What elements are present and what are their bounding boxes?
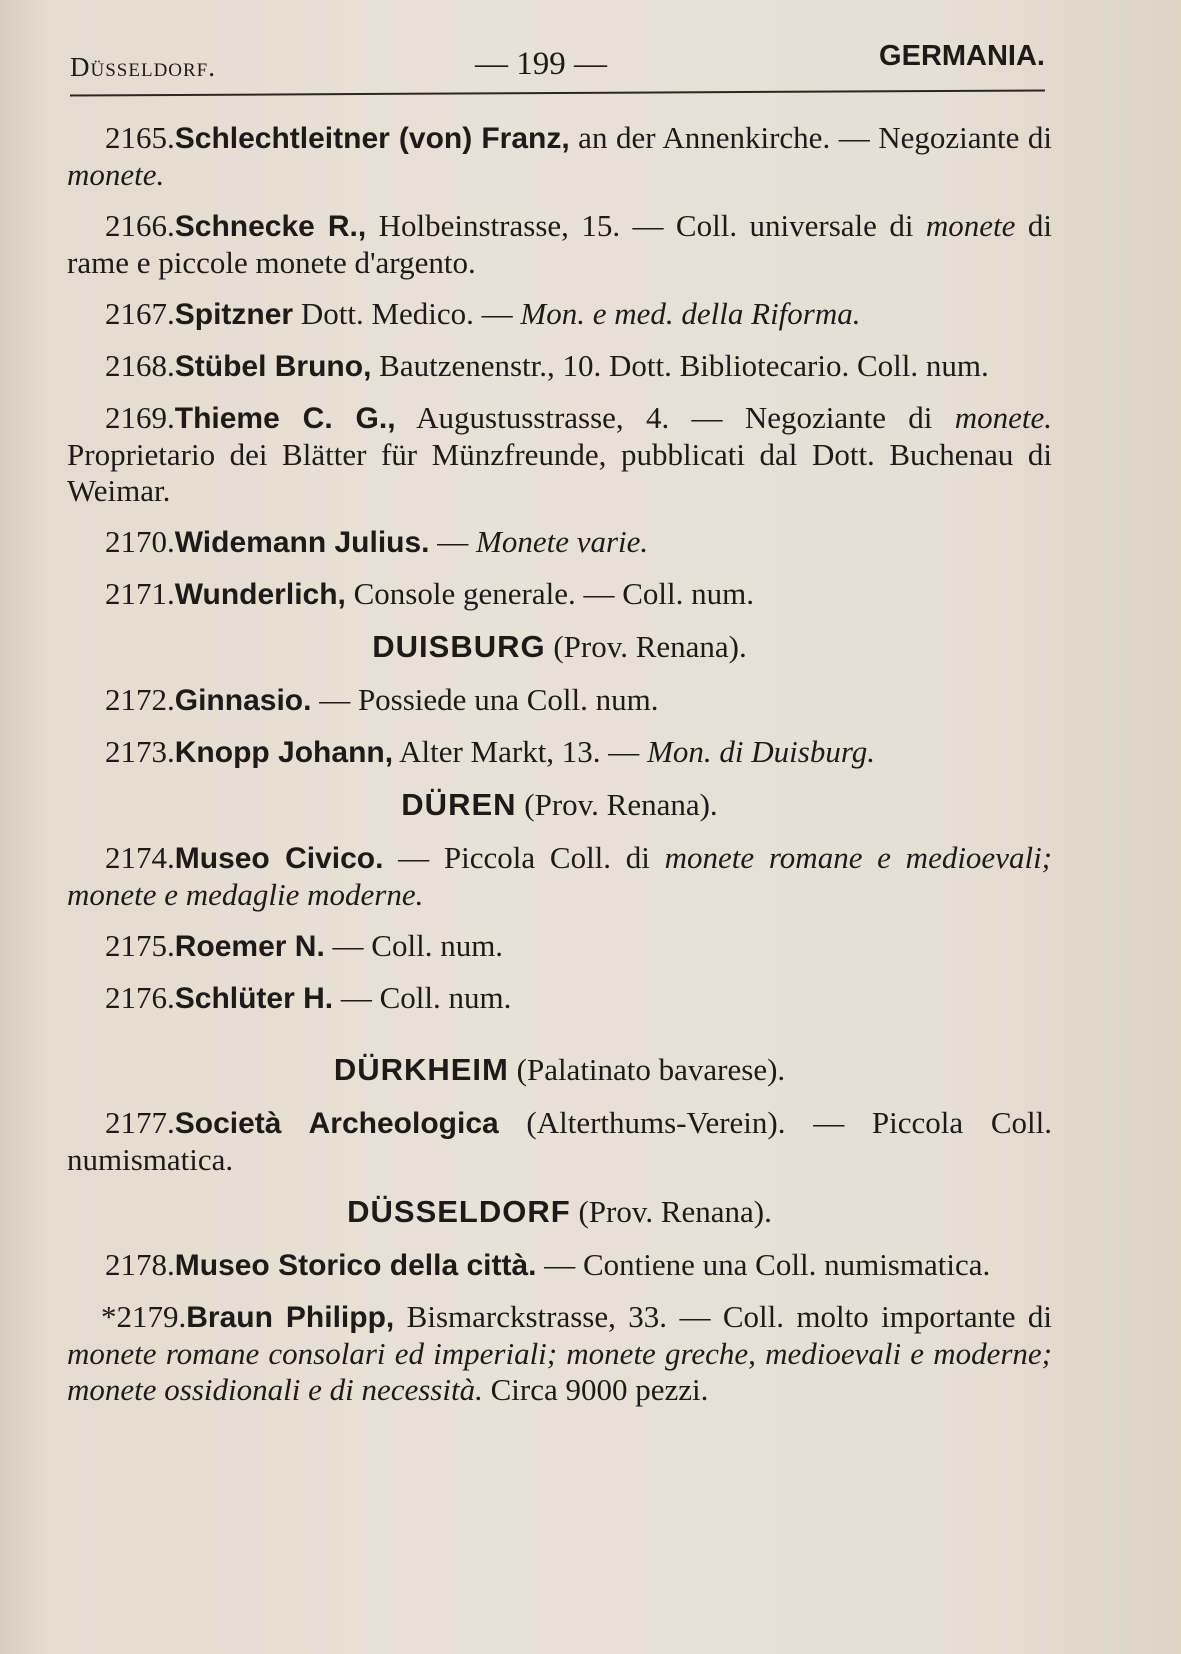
page-body	[67, 120, 1052, 1423]
directory-entry	[67, 120, 1052, 193]
entry-number: 2170.	[105, 524, 175, 559]
section-heading	[67, 1051, 1052, 1089]
directory-entry	[67, 1105, 1052, 1178]
entry-text: Augustusstrasse, 4. — Negoziante di	[395, 400, 955, 435]
directory-entry	[67, 734, 1052, 771]
section-place: DÜRKHEIM	[333, 1052, 509, 1087]
entry-italic-text: monete romane e medioevali; monete e medaglie moderne.	[67, 840, 1053, 912]
entry-number: 2166.	[105, 208, 175, 243]
directory-entry	[67, 524, 1052, 561]
entry-name: Widemann Julius.	[174, 526, 430, 559]
entry-name: Stübel Bruno,	[174, 350, 372, 383]
entry-tail-text: Circa 9000 pezzi.	[482, 1372, 709, 1407]
entry-number: 2174.	[105, 840, 175, 875]
entry-name: Braun Philipp,	[186, 1301, 395, 1334]
entry-number: 2167.	[105, 296, 175, 331]
entry-text: Bismarckstrasse, 33. — Coll. molto importante di	[394, 1299, 1052, 1334]
header-rule	[70, 89, 1045, 96]
entry-text: Console generale. — Coll. num.	[345, 576, 754, 611]
entry-italic-text: monete	[925, 208, 1016, 243]
directory-entry	[67, 1247, 1052, 1284]
directory-entry	[67, 682, 1052, 719]
section-heading	[67, 628, 1052, 666]
entry-italic-text: Mon. e med. della Riforma.	[520, 296, 861, 331]
entry-number: *2179.	[101, 1299, 187, 1334]
entry-text: Alter Markt, 13. —	[393, 734, 648, 769]
section-heading	[67, 786, 1052, 824]
entry-text: — Contiene una Coll. numismatica.	[536, 1247, 991, 1282]
entry-text: —	[429, 524, 477, 559]
directory-entry	[67, 348, 1052, 385]
entry-number: 2172.	[105, 682, 175, 717]
entry-text: — Coll. num.	[324, 928, 504, 963]
entry-number: 2165.	[105, 120, 175, 155]
section-place: DUISBURG	[372, 629, 546, 664]
entry-text: — Possiede una Coll. num.	[311, 682, 659, 717]
entry-number: 2178.	[105, 1247, 175, 1282]
entry-number: 2171.	[105, 576, 175, 611]
entry-text: — Piccola Coll. di	[383, 840, 665, 875]
directory-entry	[67, 208, 1052, 281]
page-header	[70, 38, 1045, 88]
entry-tail-text: di rame e piccole monete d'argento.	[67, 208, 1052, 280]
directory-entry	[67, 840, 1052, 913]
running-head-left: Düsseldorf.	[70, 52, 216, 82]
section-place: DÜSSELDORF	[347, 1194, 571, 1229]
section-region: (Prov. Renana).	[545, 629, 747, 664]
entry-number: 2173.	[105, 734, 175, 769]
entry-text: Dott. Medico. —	[293, 296, 521, 331]
directory-entry	[67, 928, 1052, 965]
directory-entry	[67, 1299, 1052, 1408]
directory-entry	[67, 576, 1052, 613]
entry-name: Museo Civico.	[174, 842, 384, 875]
running-head-right: GERMANIA.	[879, 40, 1045, 72]
entry-number: 2168.	[105, 348, 175, 383]
entry-text: Holbeinstrasse, 15. — Coll. universale di	[366, 208, 926, 243]
entry-text: — Coll. num.	[333, 980, 512, 1015]
directory-entry	[67, 296, 1052, 333]
directory-entry	[67, 980, 1052, 1017]
entry-italic-text: Mon. di Duisburg.	[647, 734, 875, 769]
section-region: (Prov. Renana).	[570, 1194, 772, 1229]
entry-name: Schlechtleitner (von) Franz,	[174, 122, 570, 155]
entry-italic-text: monete.	[67, 157, 165, 192]
section-place: DÜREN	[401, 787, 517, 822]
entry-name: Knopp Johann,	[174, 736, 394, 769]
section-region: (Prov. Renana).	[516, 787, 718, 822]
entry-number: 2175.	[105, 928, 175, 963]
entry-italic-text: monete.	[954, 400, 1052, 435]
entry-name: Società Archeologica	[174, 1107, 499, 1140]
directory-entry	[67, 400, 1052, 509]
page-number: — 199 —	[475, 46, 607, 82]
entry-name: Wunderlich,	[174, 578, 346, 611]
entry-tail-text: Proprietario dei Blätter für Münzfreunde, pubblicati dal Dott. Buchenau di Weimar.	[67, 437, 1052, 508]
entry-name: Schnecke R.,	[174, 210, 367, 243]
entry-name: Thieme C. G.,	[174, 402, 396, 435]
entry-name: Schlüter H.	[174, 982, 334, 1015]
entry-number: 2177.	[105, 1105, 175, 1140]
entry-name: Museo Storico della città.	[174, 1249, 537, 1282]
entry-name: Roemer N.	[174, 930, 325, 963]
entry-text: (Alterthums-Verein). — Piccola Coll. numismatica.	[67, 1105, 1052, 1177]
entry-text: an der Annenkirche. — Negoziante di	[569, 120, 1052, 155]
section-region: (Palatinato bavarese).	[508, 1052, 786, 1087]
entry-name: Ginnasio.	[174, 684, 312, 717]
entry-italic-text: monete romane consolari ed imperiali; monete greche, medioevali e moderne; monete ossidionali e di necessità.	[67, 1336, 1052, 1407]
section-heading	[67, 1193, 1052, 1231]
entry-number: 2176.	[105, 980, 175, 1015]
entry-name: Spitzner	[174, 298, 294, 331]
entry-number: 2169.	[105, 400, 175, 435]
entry-italic-text: Monete varie.	[476, 524, 649, 559]
entry-text: Bautzenenstr., 10. Dott. Bibliotecario. Coll. num.	[371, 348, 989, 383]
